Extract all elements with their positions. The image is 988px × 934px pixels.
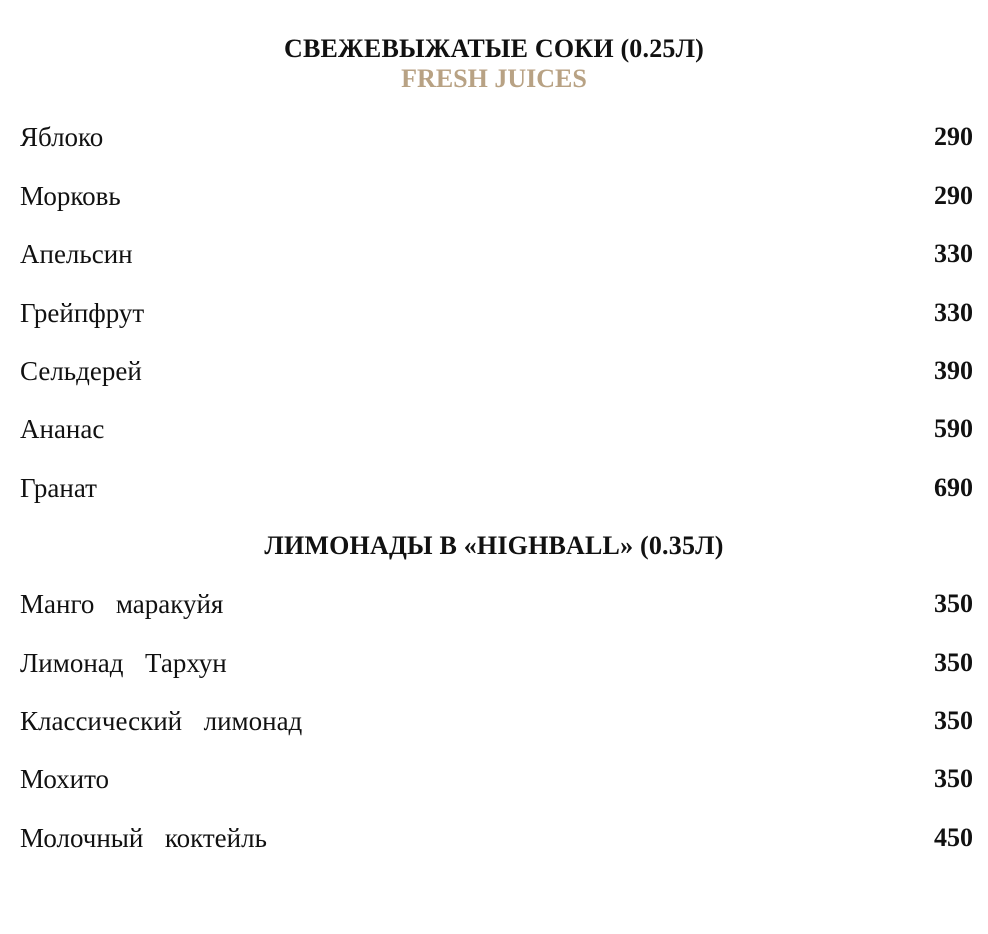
menu-item (20, 646, 973, 680)
menu-item (20, 237, 973, 271)
section-title-lemonades: ЛИМОНАДЫ В «HIGHBALL» (0.35Л) (264, 531, 724, 560)
menu-item-price: 390 (934, 356, 973, 385)
menu-item-price: 450 (934, 823, 973, 852)
menu-item-price: 350 (934, 589, 973, 618)
menu-item-price: 690 (934, 473, 973, 502)
menu-item-price: 290 (934, 122, 973, 151)
menu-item-name: Гранат (20, 472, 97, 503)
section-title-fresh-juices: СВЕЖЕВЫЖАТЫЕ СОКИ (0.25Л) (283, 34, 705, 63)
menu-item-price: 330 (934, 239, 973, 268)
menu-item-name: Ананас (20, 413, 105, 444)
menu-item (20, 120, 973, 154)
menu-item-name: Грейпфрут (20, 297, 145, 328)
menu-item-price: 330 (934, 298, 973, 327)
menu-item-price: 290 (934, 181, 973, 210)
menu-item (20, 821, 973, 855)
menu-item-price: 350 (934, 706, 973, 735)
menu-item (20, 296, 973, 330)
menu-item (20, 762, 973, 796)
section-subtitle-fresh-juices: FRESH JUICES (401, 64, 587, 93)
menu-item-name: Классический лимонад (20, 705, 303, 736)
menu-item-name: Апельсин (20, 238, 133, 269)
menu-item-name: Мохито (20, 763, 110, 794)
menu-item (20, 471, 973, 505)
menu-item (20, 587, 973, 621)
menu-item-name: Яблоко (20, 121, 104, 152)
menu-item-name: Морковь (20, 180, 121, 211)
menu-item-price: 350 (934, 764, 973, 793)
menu-item-name: Молочный коктейль (20, 822, 267, 853)
menu-item-name: Манго маракуйя (20, 588, 224, 619)
menu-item-price: 350 (934, 648, 973, 677)
menu-item-name: Сельдерей (20, 355, 142, 386)
menu-item (20, 704, 973, 738)
menu-item-price: 590 (934, 414, 973, 443)
menu-item-name: Лимонад Тархун (20, 647, 227, 678)
menu-item (20, 354, 973, 388)
menu-item (20, 179, 973, 213)
menu-item (20, 412, 973, 446)
